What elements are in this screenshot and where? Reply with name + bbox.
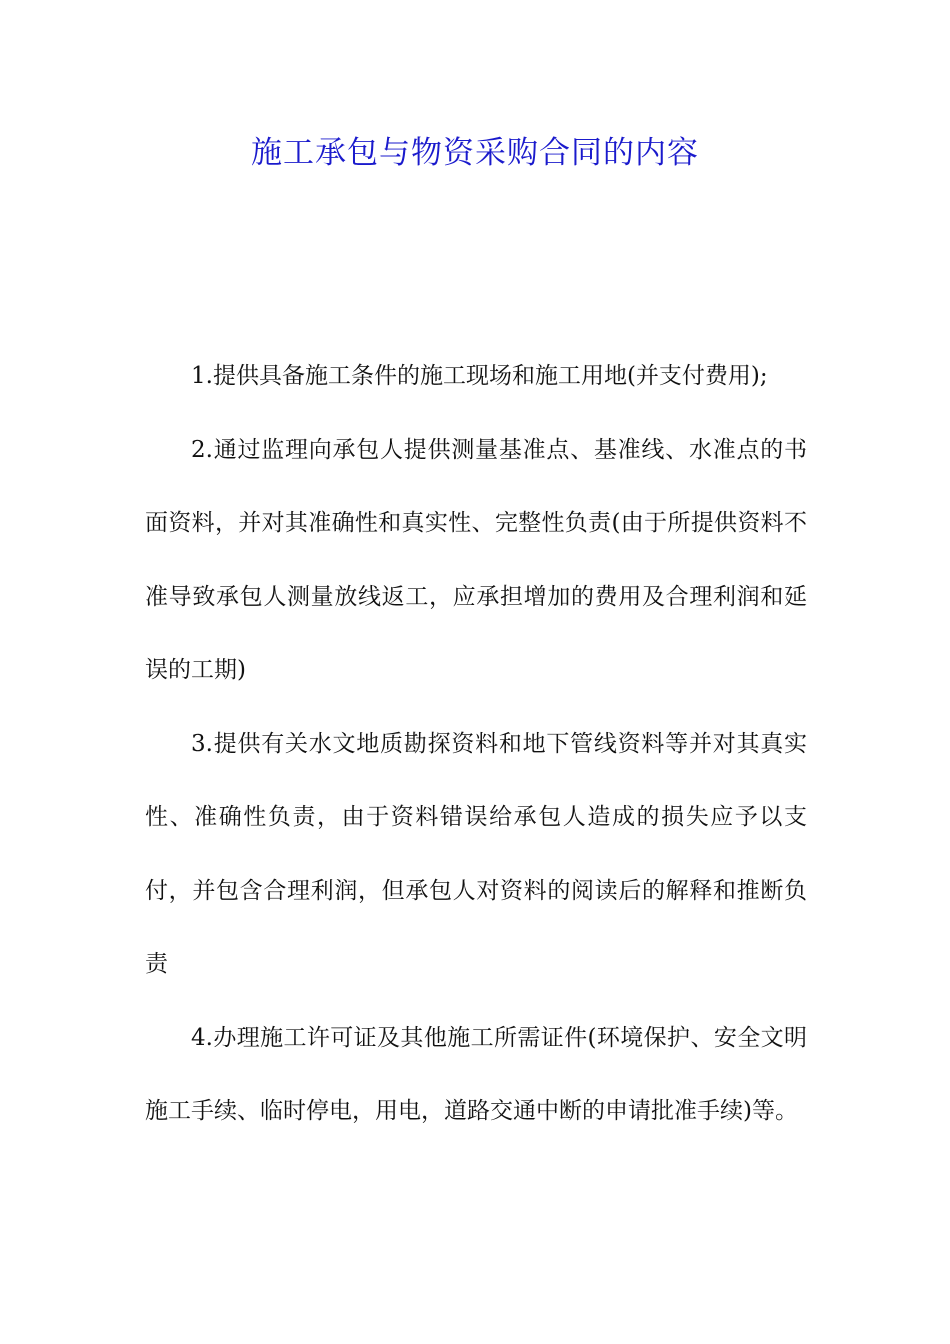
paragraph-1: 1.提供具备施工条件的施工现场和施工用地(并支付费用); (191, 363, 768, 389)
paragraph-3: 3.提供有关水文地质勘探资料和地下管线资料等并对其真实性、准确性负责，由于资料错误给承包人造成的损失应予以支付，并包含合理利润，但承包人对资料的阅读后的解释和推断负责 (145, 730, 807, 977)
paragraph-4: 4.办理施工许可证及其他施工所需证件(环境保护、安全文明施工手续、临时停电，用电，道路交通中断的申请批准手续)等。 (145, 1024, 807, 1124)
document-body (145, 340, 807, 1149)
paragraph-2: 2.通过监理向承包人提供测量基准点、基准线、水准点的书面资料，并对其准确性和真实性、完整性负责(由于所提供资料不准导致承包人测量放线返工，应承担增加的费用及合理利润和延误的工期) (145, 436, 807, 683)
document-title: 施工承包与物资采购合同的内容 (251, 135, 699, 171)
